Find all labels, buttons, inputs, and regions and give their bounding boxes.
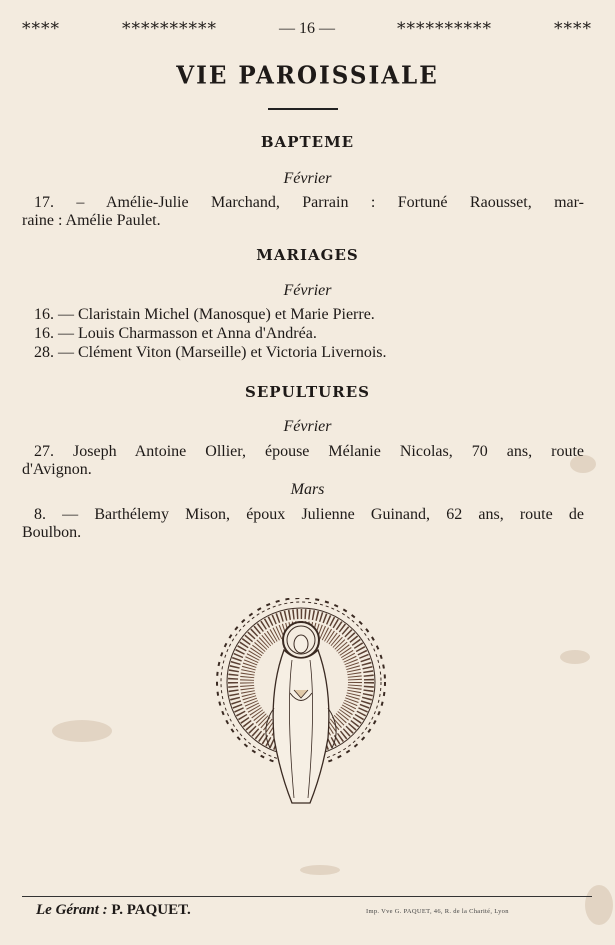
month-label: Février (283, 282, 332, 299)
entry-line: 8. — Barthélemy Mison, époux Julienne Guinand, 62 ans, route de (34, 506, 584, 523)
paper-stain (560, 650, 590, 664)
section-heading-baptism: BAPTEME (260, 133, 355, 151)
entry-line: 17. – Amélie-Julie Marchand, Parrain : Fortuné Raousset, mar- (34, 194, 584, 211)
entry-line: raine : Amélie Paulet. (22, 212, 161, 229)
footer-label: Le Gérant : (36, 902, 108, 918)
list-item (22, 506, 584, 542)
entry-line: 27. Joseph Antoine Ollier, épouse Mélanie Nicolas, 70 ans, route (34, 443, 584, 460)
header-stars-mid-right: ********** (397, 19, 492, 39)
list-item: 28. — Clément Viton (Marseille) et Victoria Livernois. (34, 344, 387, 361)
paper-stain (585, 885, 613, 925)
header-stars-left: **** (22, 19, 60, 39)
month-label: Février (283, 170, 332, 187)
list-item: 16. — Claristain Michel (Manosque) et Marie Pierre. (34, 306, 375, 323)
header-stars-right: **** (554, 19, 592, 39)
title-divider (268, 108, 338, 110)
month-label: Février (283, 418, 332, 435)
page-title: VIE PAROISSIALE (176, 61, 439, 90)
paper-stain (300, 865, 340, 875)
footer-manager (36, 902, 191, 919)
entry-line: d'Avignon. (22, 461, 92, 478)
month-label: Mars (290, 481, 325, 498)
footer-name: P. PAQUET. (111, 902, 191, 918)
section-heading-marriages: MARIAGES (256, 246, 359, 264)
list-item: 16. — Louis Charmasson et Anna d'Andréa. (34, 325, 317, 342)
page-header (22, 18, 592, 40)
section-heading-burials: SEPULTURES (245, 383, 370, 401)
header-stars-mid-left: ********** (122, 19, 217, 39)
page-number: — 16 — (279, 20, 335, 37)
printer-credit: Imp. Vve G. PAQUET, 46, R. de la Charité, Lyon (366, 908, 509, 915)
paper-stain (52, 720, 112, 742)
madonna-figure (266, 622, 336, 803)
footer-divider (22, 896, 592, 897)
entry-line: Boulbon. (22, 524, 82, 541)
list-item (22, 194, 584, 230)
madonna-halo-icon (210, 598, 392, 810)
list-item (22, 443, 584, 479)
